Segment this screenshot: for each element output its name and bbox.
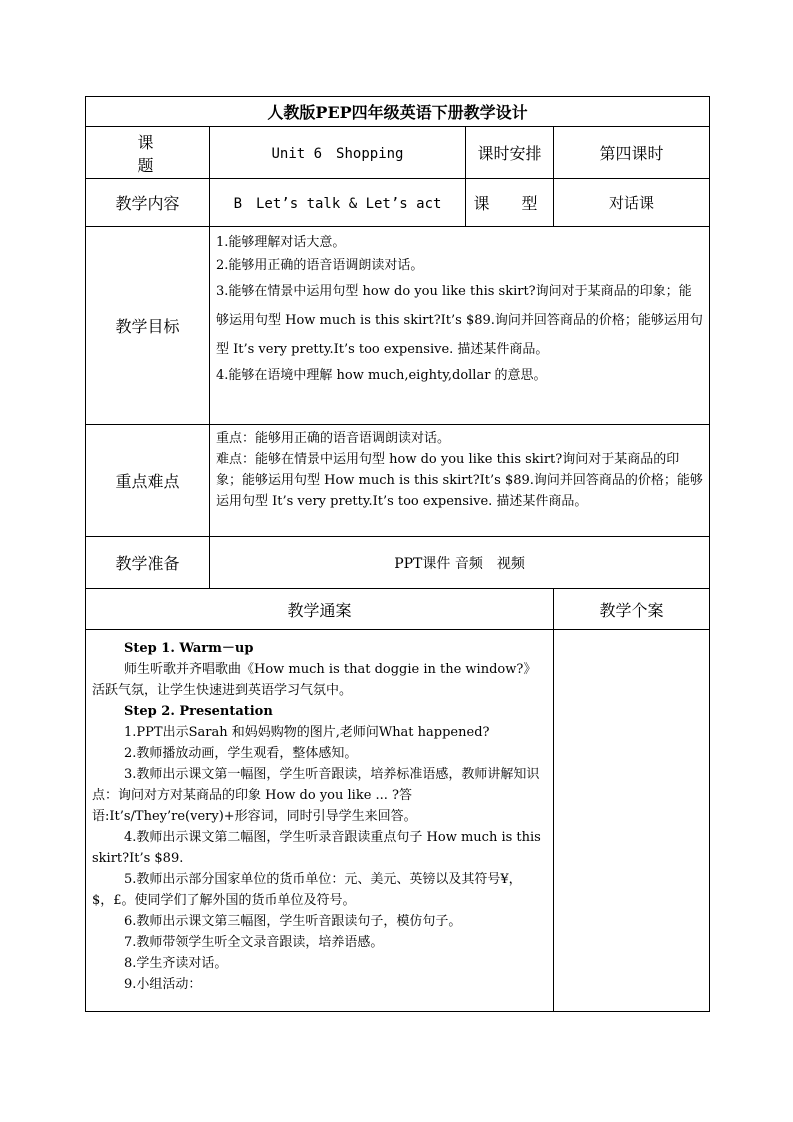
personal-plan-header: 教学个案 (554, 589, 710, 630)
process-step: 1.PPT出示Sarah 和妈妈购物的图片,老师问What happened? (124, 725, 490, 740)
common-plan-header: 教学通案 (86, 589, 554, 630)
content-label: 教学内容 (86, 179, 210, 227)
type-label: 课 型 (466, 179, 554, 227)
process-step: 4.教师出示课文第二幅图，学生听录音跟读重点句子 How much is this skirt?It’s $89. (92, 830, 541, 866)
key-points-text (210, 425, 710, 537)
process-step: 3.教师出示课文第一幅图，学生听音跟读，培养标准语感，教师讲解知识点：询问对方对某商品的印象 How do you like ... ?答语:It’s/They’re(very)+形容词，同时引导学生来回答。 (92, 767, 540, 824)
schedule-label: 课时安排 (466, 127, 554, 179)
topic-label: 课 题 (86, 127, 210, 179)
objectives-label: 教学目标 (86, 227, 210, 425)
topic-value: Unit 6 Shopping (210, 127, 466, 179)
lesson-plan-page (85, 96, 709, 1012)
process-step: 7.教师带领学生听全文录音跟读，培养语感。 (124, 935, 384, 950)
type-value: 对话课 (554, 179, 710, 227)
step2-title: Step 2. Presentation (124, 704, 273, 719)
key-focus: 重点：能够用正确的语音语调朗读对话。 (216, 431, 451, 446)
step1-title: Step 1. Warm－up (124, 641, 254, 656)
process-step: 8.学生齐读对话。 (124, 956, 228, 971)
key-difficulty: 难点：能够在情景中运用句型 how do you like this skirt?询问对于某商品的印象；能够运用句型 How much is this skirt?It’s $89.询问并回答商品的价格；能够运用句型 It’s very pretty.It’s too expensive. 描述某件商品。 (216, 452, 703, 509)
schedule-value: 第四课时 (554, 127, 710, 179)
process-step: 6.教师出示课文第三幅图，学生听音跟读句子，模仿句子。 (124, 914, 462, 929)
preparation-label: 教学准备 (86, 537, 210, 589)
objectives-list (210, 227, 710, 425)
teaching-process (86, 630, 554, 1012)
objective-item: 4.能够在语境中理解 how much,eighty,dollar 的意思。 (216, 368, 547, 383)
content-value: B Let’s talk & Let’s act (210, 179, 466, 227)
preparation-value: PPT课件 音频 视频 (210, 537, 710, 589)
lesson-plan-table (85, 96, 710, 1012)
objective-item: 1.能够理解对话大意。 (216, 235, 346, 250)
key-points-label: 重点难点 (86, 425, 210, 537)
process-step: 5.教师出示部分国家单位的货币单位：元、美元、英镑以及其符号¥， $，£。使同学们了解外国的货币单位及符号。 (92, 872, 529, 908)
process-step: 2.教师播放动画，学生观看，整体感知。 (124, 746, 358, 761)
step1-text: 师生听歌并齐唱歌曲《How much is that doggie in the window?》活跃气氛，让学生快速进到英语学习气氛中。 (92, 662, 537, 698)
process-step: 9.小组活动： (124, 977, 202, 992)
objective-item: 3.能够在情景中运用句型 how do you like this skirt?询问对于某商品的印象；能够运用句型 How much is this skirt?It’s $89.询问并回答商品的价格；能够运用句型 It’s very pretty.It’s too expensive. 描述某件商品。 (216, 284, 703, 357)
document-title: 人教版PEP四年级英语下册教学设计 (86, 97, 710, 127)
objective-item: 2.能够用正确的语音语调朗读对话。 (216, 258, 424, 273)
personal-plan-cell (554, 630, 710, 1012)
